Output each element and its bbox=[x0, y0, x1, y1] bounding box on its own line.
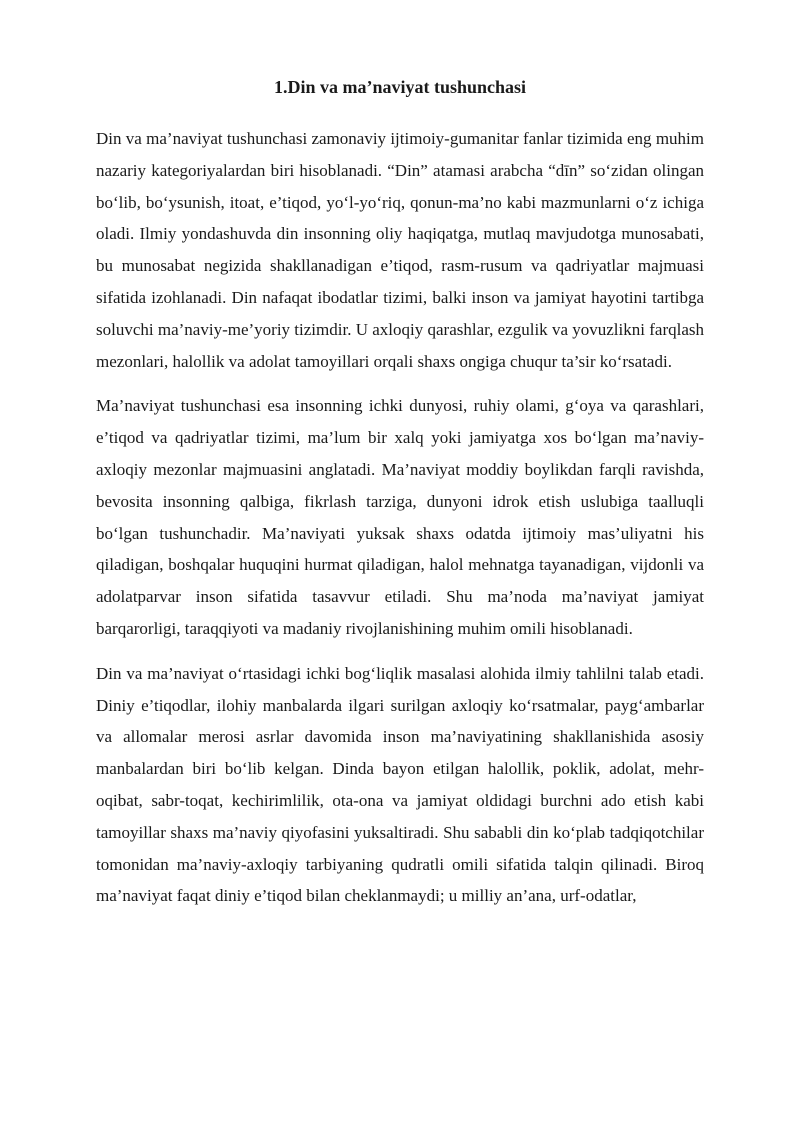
paragraph-1: Din va ma’naviyat tushunchasi zamonaviy ijtimoiy-gumanitar fanlar tizimida eng muhim nazariy kategoriyalardan biri hisoblanadi. “Din” atamasi arabcha “dīn” so‘zidan olingan bo‘lib, bo‘ysunish, itoat, e’tiqod, yo‘l-yo‘riq, qonun-ma’no kabi mazmunlarni o‘z ichiga oladi. Ilmiy yondashuvda din insonning oliy haqiqatga, mutlaq mavjudotga munosabati, bu munosabat negizida shakllanadigan e’tiqod, rasm-rusum va qadriyatlar majmuasi sifatida izohlanadi. Din nafaqat ibodatlar tizimi, balki inson va jamiyat hayotini tartibga soluvchi ma’naviy-me’yoriy tizimdir. U axloqiy qarashlar, ezgulik va yovuzlikni farqlash mezonlari, halollik va adolat tamoyillari orqali shaxs ongiga chuqur ta’sir ko‘rsatadi. bbox=[96, 129, 704, 371]
document-title: 1.Din va ma’naviyat tushunchasi bbox=[273, 77, 527, 97]
paragraph-2: Ma’naviyat tushunchasi esa insonning ichki dunyosi, ruhiy olami, g‘oya va qarashlari, e’tiqod va qadriyatlar tizimi, ma’lum bir xalq yoki jamiyatga xos bo‘lgan ma’naviy-axloqiy mezonlar majmuasini anglatadi. Ma’naviyat moddiy boylikdan farqli ravishda, bevosita insonning qalbiga, fikrlash tarziga, dunyoni idrok etish uslubiga taalluqli bo‘lgan tushunchadir. Ma’naviyati yuksak shaxs odatda ijtimoiy mas’uliyatni his qiladigan, boshqalar huquqini hurmat qiladigan, halol mehnatga tayanadigan, vijdonli va adolatparvar inson sifatida tasavvur etiladi. Shu ma’noda ma’naviyat jamiyat barqarorligi, taraqqiyoti va madaniy rivojlanishining muhim omili hisoblanadi. bbox=[96, 396, 704, 638]
paragraph-3: Din va ma’naviyat o‘rtasidagi ichki bog‘liqlik masalasi alohida ilmiy tahlilni talab etadi. Diniy e’tiqodlar, ilohiy manbalarda ilgari surilgan axloqiy ko‘rsatmalar, payg‘ambarlar va allomalar merosi asrlar davomida inson ma’naviyatining shakllanishida asosiy manbalardan biri bo‘lib kelgan. Dinda bayon etilgan halollik, poklik, adolat, mehr-oqibat, sabr-toqat, kechirimlilik, ota-ona va jamiyat oldidagi burchni ado etish kabi tamoyillar shaxs ma’naviy qiyofasini yuksaltiradi. Shu sababli din ko‘plab tadqiqotchilar tomonidan ma’naviy-axloqiy tarbiyaning qudratli omili sifatida talqin qilinadi. Biroq ma’naviyat faqat diniy e’tiqod bilan cheklanmaydi; u milliy an’ana, urf-odatlar, bbox=[96, 663, 704, 906]
